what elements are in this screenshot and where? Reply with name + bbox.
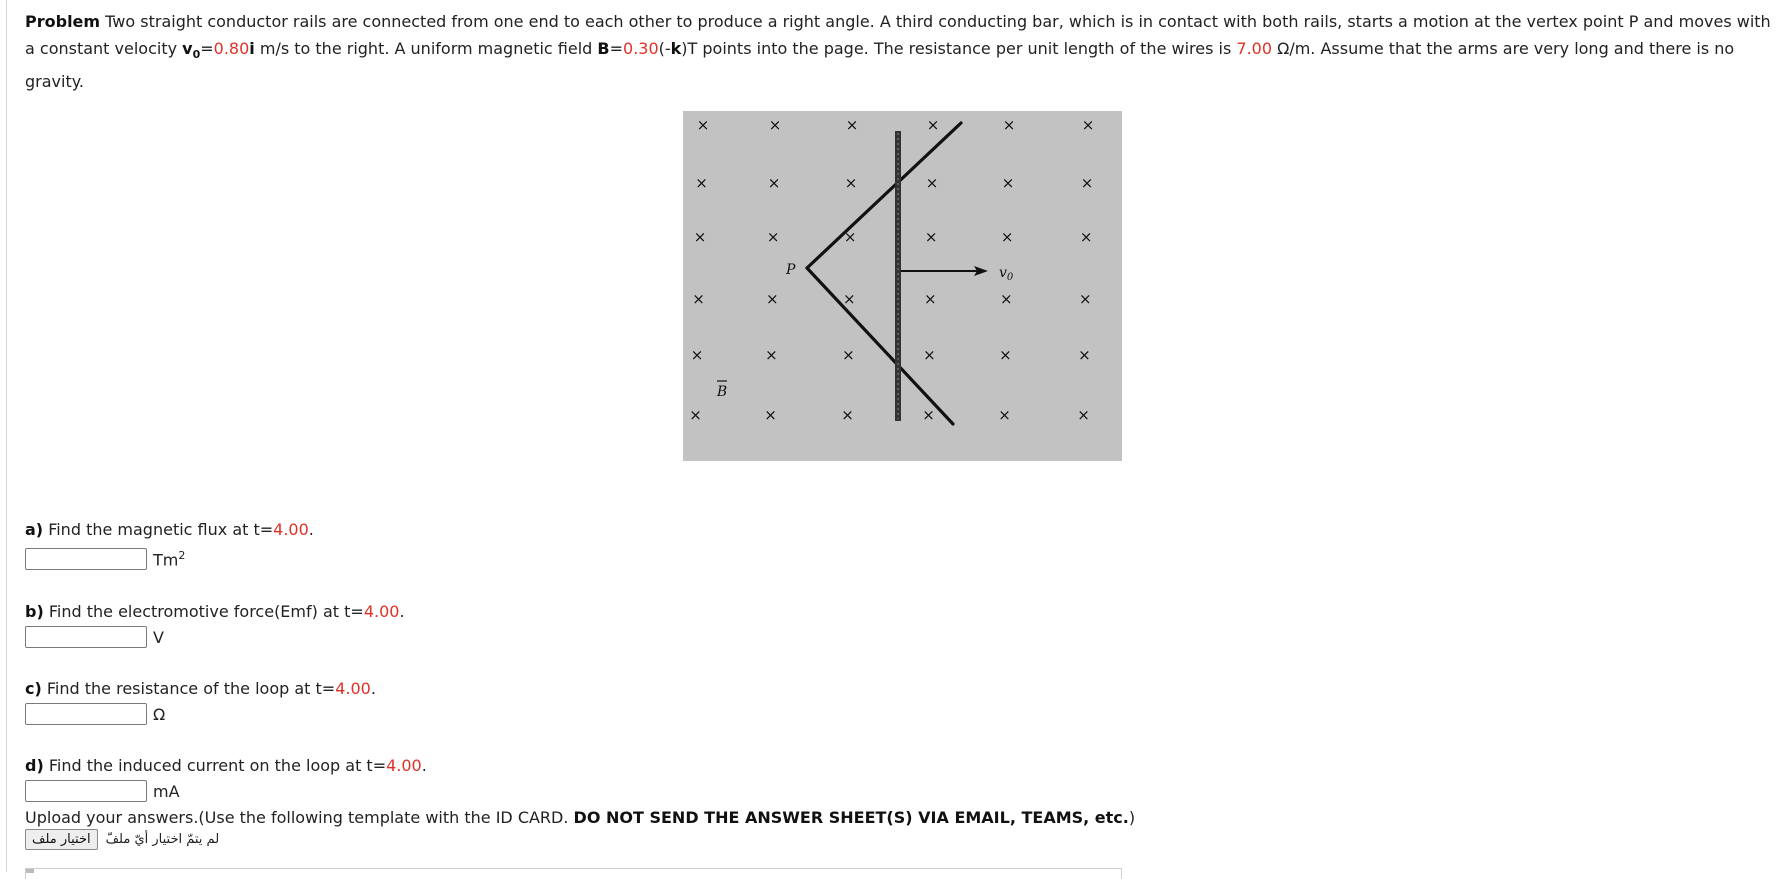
magnetic-field-crosses (689, 116, 1094, 424)
unit-vector-i: i (249, 39, 255, 58)
field-cross: × (999, 346, 1012, 364)
field-cross: × (926, 116, 940, 134)
question-letter: a) (25, 520, 44, 539)
upload-instructions: Upload your answers.(Use the following template with the ID CARD. DO NOT SEND THE ANSWER SHEET(S) VIA EMAIL, TEAMS, etc.) (25, 808, 1136, 827)
field-cross: × (764, 406, 777, 424)
unit-label-b: V (153, 627, 164, 647)
question-d: d) Find the induced current on the loop at t=4.00. (25, 756, 427, 775)
question-c: c) Find the resistance of the loop at t=4.00. (25, 679, 376, 698)
velocity-arrow (901, 266, 988, 276)
field-cross: × (924, 290, 937, 308)
field-cross: × (1078, 346, 1091, 364)
velocity-label: $v_0$ (999, 265, 1014, 283)
question-letter: c) (25, 679, 42, 698)
problem-figure (683, 111, 1122, 461)
problem-statement: Problem Two straight conductor rails are connected from one end to each other to produce a right angle. A third conducting bar, which is in contact with both rails, starts a motion at the vertex point P and moves with a constant velocity $v_0=0.80i$ m/s to the right. A uniform magnetic field B=0.30(-k)T points into the page. The resistance per unit length of the wires is 7.00 Ω/m. Assume that the arms are very long and there is no gravity. (25, 12, 1771, 92)
field-cross: × (998, 406, 1011, 424)
field-cross: × (843, 290, 856, 308)
upload-preview-box (25, 868, 1122, 879)
upper-rail (807, 123, 961, 268)
question-letter: b) (25, 602, 44, 621)
answer-row-a (25, 546, 185, 572)
field-cross: × (925, 174, 939, 192)
question-b: b) Find the electromotive force(Emf) at t=4.00. (25, 602, 405, 621)
upload-warning: DO NOT SEND THE ANSWER SHEET(S) VIA EMAIL, TEAMS, etc. (573, 808, 1129, 827)
field-cross: × (845, 116, 859, 134)
question-letter: d) (25, 756, 44, 775)
field-cross: × (765, 346, 778, 364)
field-cross: × (843, 228, 857, 246)
unit-vector-k: k (670, 39, 682, 58)
answer-input-c[interactable] (25, 703, 147, 725)
field-cross: × (1079, 290, 1092, 308)
field-cross: × (842, 346, 855, 364)
field-cross: × (689, 406, 702, 424)
time-value: 4.00 (386, 756, 422, 775)
field-cross: × (695, 174, 708, 192)
vertex-label-p: P (786, 262, 796, 278)
field-cross: × (922, 406, 935, 424)
unit-label-a: Tm$^2$ (153, 548, 186, 570)
answer-input-a[interactable] (25, 548, 147, 570)
page-left-border (6, 0, 7, 872)
field-cross: × (696, 116, 710, 134)
field-cross: × (692, 290, 705, 308)
figure-diagram (683, 111, 1122, 461)
field-cross: × (1080, 174, 1094, 192)
field-cross: × (844, 174, 858, 192)
field-cross: × (767, 174, 781, 192)
time-value: 4.00 (363, 602, 400, 621)
field-label-b (716, 381, 727, 400)
answer-input-b[interactable] (25, 626, 147, 648)
field-cross: × (1081, 116, 1095, 134)
field-cross: × (693, 228, 707, 246)
choose-file-button[interactable]: اختيار ملف (25, 829, 98, 850)
file-status-text: لم يتمّ اختيار أيّ ملفّ (105, 832, 220, 847)
file-upload-control (25, 829, 219, 850)
field-symbol: B (597, 39, 610, 58)
field-cross: × (1000, 290, 1013, 308)
unit-label-d: mA (153, 781, 180, 801)
problem-label: Problem (25, 12, 101, 31)
time-value: 4.00 (335, 679, 371, 698)
sliding-bar (895, 131, 901, 421)
field-cross: × (766, 228, 780, 246)
problem-text: Two straight conductor rails are connected from one end to each other to produce a right angle. A third conducting bar, which is in contact with both rails, starts a motion at the vertex point P and moves with a constant velocity (25, 12, 1771, 58)
field-cross: × (1000, 228, 1014, 246)
field-cross: × (1079, 228, 1093, 246)
field-cross: × (1077, 406, 1090, 424)
question-a: a) Find the magnetic flux at t=4.00. (25, 520, 314, 539)
time-value: 4.00 (273, 520, 309, 539)
velocity-value: 0.80 (213, 39, 250, 58)
answer-row-d (25, 778, 180, 804)
svg-text:B: B (716, 384, 728, 400)
field-cross: × (1001, 174, 1015, 192)
field-cross: × (923, 346, 936, 364)
field-cross: × (1002, 116, 1016, 134)
unit-label-c: Ω (153, 704, 166, 724)
answer-row-b (25, 624, 164, 650)
resistance-value: 7.00 (1236, 39, 1273, 58)
velocity-symbol: $v_0$ (182, 39, 201, 62)
field-cross: × (766, 290, 779, 308)
answer-row-c (25, 701, 165, 727)
field-value: 0.30 (623, 39, 659, 58)
field-cross: × (924, 228, 938, 246)
answer-input-d[interactable] (25, 780, 147, 802)
field-cross: × (690, 346, 704, 364)
field-cross: × (841, 406, 854, 424)
field-cross: × (768, 116, 782, 134)
